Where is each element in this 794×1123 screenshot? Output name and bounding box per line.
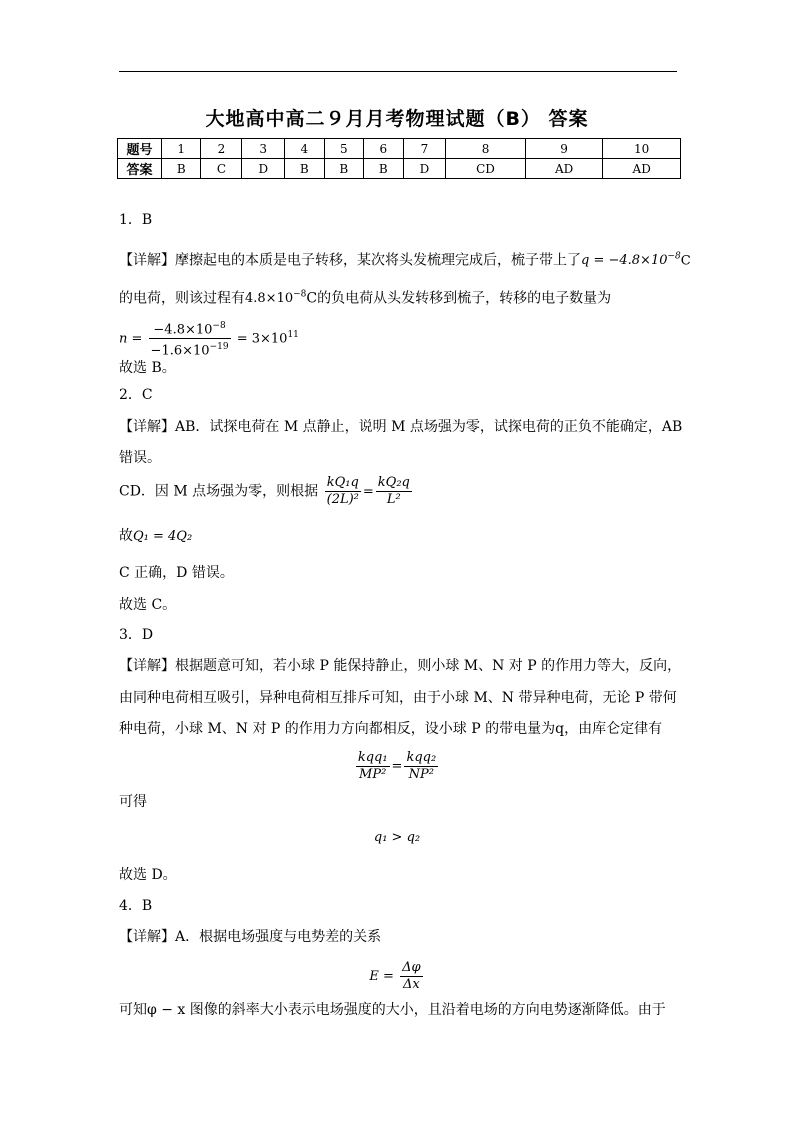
q2-text1: 【详解】AB．试探电荷在 M 点静止，说明 M 点场强为零，试探电荷的正负不能确定，AB	[119, 419, 683, 435]
q3-result: q₁ > q₂	[373, 830, 421, 845]
q2-text3: 故Q₁ = 4Q₂	[119, 528, 193, 544]
table-cell: 6	[364, 139, 403, 159]
q1-heading: 1．B	[119, 212, 153, 228]
q4-formula: E = $\frac{\Delta\varphi}{\Delta x}$	[369, 960, 421, 992]
table-cell: 1	[162, 139, 201, 159]
q1-conclusion: 故选 B。	[119, 360, 176, 376]
answer-table	[117, 138, 681, 179]
q2-text1b: 错误。	[119, 450, 161, 466]
table-cell: 9	[525, 139, 603, 159]
q3-text3: 种电荷，小球 M、N 对 P 的作用力方向都相反，设小球 P 的带电量为q，由库仑定律有	[119, 721, 663, 737]
q3-text2: 由同种电荷相互吸引，异种电荷相互排斥可知，由于小球 M、N 带异种电荷，无论 P 带何	[119, 690, 677, 706]
q2-fraction-left: $\frac{\text{kQ₁q}}{\text{(2L)²}}$	[326, 475, 359, 507]
answer-label: 答案	[118, 159, 162, 179]
table-cell: 3	[242, 139, 285, 159]
q4-fraction: $\frac{\Delta\varphi}{\Delta x}$	[402, 960, 421, 992]
table-row-numbers	[118, 139, 681, 159]
q3-text4: 可得	[119, 794, 147, 810]
table-cell: AD	[525, 159, 603, 179]
q3-formula: $\frac{\text{kqq₁}}{\text{MP²}}$ = $\frac{\text{kqq₂}}{\text{NP²}}$	[357, 750, 437, 782]
q2-fraction-right: $\frac{\text{kQ₂q}}{\text{L²}}$	[377, 475, 410, 507]
q3-heading: 3．D	[119, 627, 154, 643]
q1-fraction: $\frac{-4.8\times 10^{-8}}{-1.6\times 10^{-19}}$	[149, 318, 231, 360]
table-cell: D	[403, 159, 446, 179]
q2-conclusion: 故选 C。	[119, 597, 177, 613]
table-cell: 7	[403, 139, 446, 159]
q2-text2-line: CD．因 M 点场强为零，则根据 $\frac{\text{kQ₁q}}{\text{(2L)²}}$ = $\frac{\text{kQ₂q}}{\text{L²}}$	[119, 475, 410, 507]
table-cell: AD	[603, 159, 681, 179]
table-cell: 10	[603, 139, 681, 159]
q1-text-line2: 的电荷，则该过程有$4.8\times 10^{-8}C$的负电荷从头发转移到梳子，转移的电子数量为	[119, 290, 612, 307]
table-cell: D	[242, 159, 285, 179]
q3-fraction-left: $\frac{\text{kqq₁}}{\text{MP²}}$	[357, 750, 388, 782]
table-cell: 8	[446, 139, 526, 159]
q3-fraction-right: $\frac{\text{kqq₂}}{\text{NP²}}$	[406, 750, 437, 782]
table-cell: CD	[446, 159, 526, 179]
q2-heading: 2．C	[119, 387, 153, 403]
header-rule	[119, 71, 677, 72]
q3-text1: 【详解】根据题意可知，若小球 P 能保持静止，则小球 M、N 对 P 的作用力等大，反向，	[119, 658, 682, 674]
page-title: 大地高中高二９月月考物理试题（B） 答案	[205, 108, 589, 130]
table-cell: B	[364, 159, 403, 179]
table-cell: B	[162, 159, 201, 179]
table-cell: 2	[201, 139, 242, 159]
q1-text-line1: 【详解】摩擦起电的本质是电子转移，某次将头发梳理完成后，梳子带上了$q = -4.8\times 10^{-8}C$	[119, 252, 691, 269]
table-cell: B	[285, 159, 324, 179]
table-row-answers	[118, 159, 681, 179]
q2-text4: C 正确，D 错误。	[119, 565, 234, 581]
q3-conclusion: 故选 D。	[119, 867, 177, 883]
table-cell: B	[324, 159, 363, 179]
q4-text2: 可知φ − x 图像的斜率大小表示电场强度的大小，且沿着电场的方向电势逐渐降低。由于	[119, 1002, 666, 1018]
q1-text1: 【详解】摩擦起电的本质是电子转移，某次将头发梳理完成后，梳子带上了	[119, 252, 581, 269]
table-cell: 5	[324, 139, 363, 159]
q4-text1: 【详解】A．根据电场强度与电势差的关系	[119, 929, 382, 945]
table-cell: C	[201, 159, 242, 179]
table-cell: 4	[285, 139, 324, 159]
q1-formula: n = $\frac{-4.8\times 10^{-8}}{-1.6\times 10^{-19}}$ = $3\times 10^{11}$	[119, 318, 299, 360]
q4-heading: 4．B	[119, 898, 153, 914]
header-label: 题号	[118, 139, 162, 159]
q1-charge: $q = -4.8\times 10^{-8}$	[581, 252, 681, 269]
